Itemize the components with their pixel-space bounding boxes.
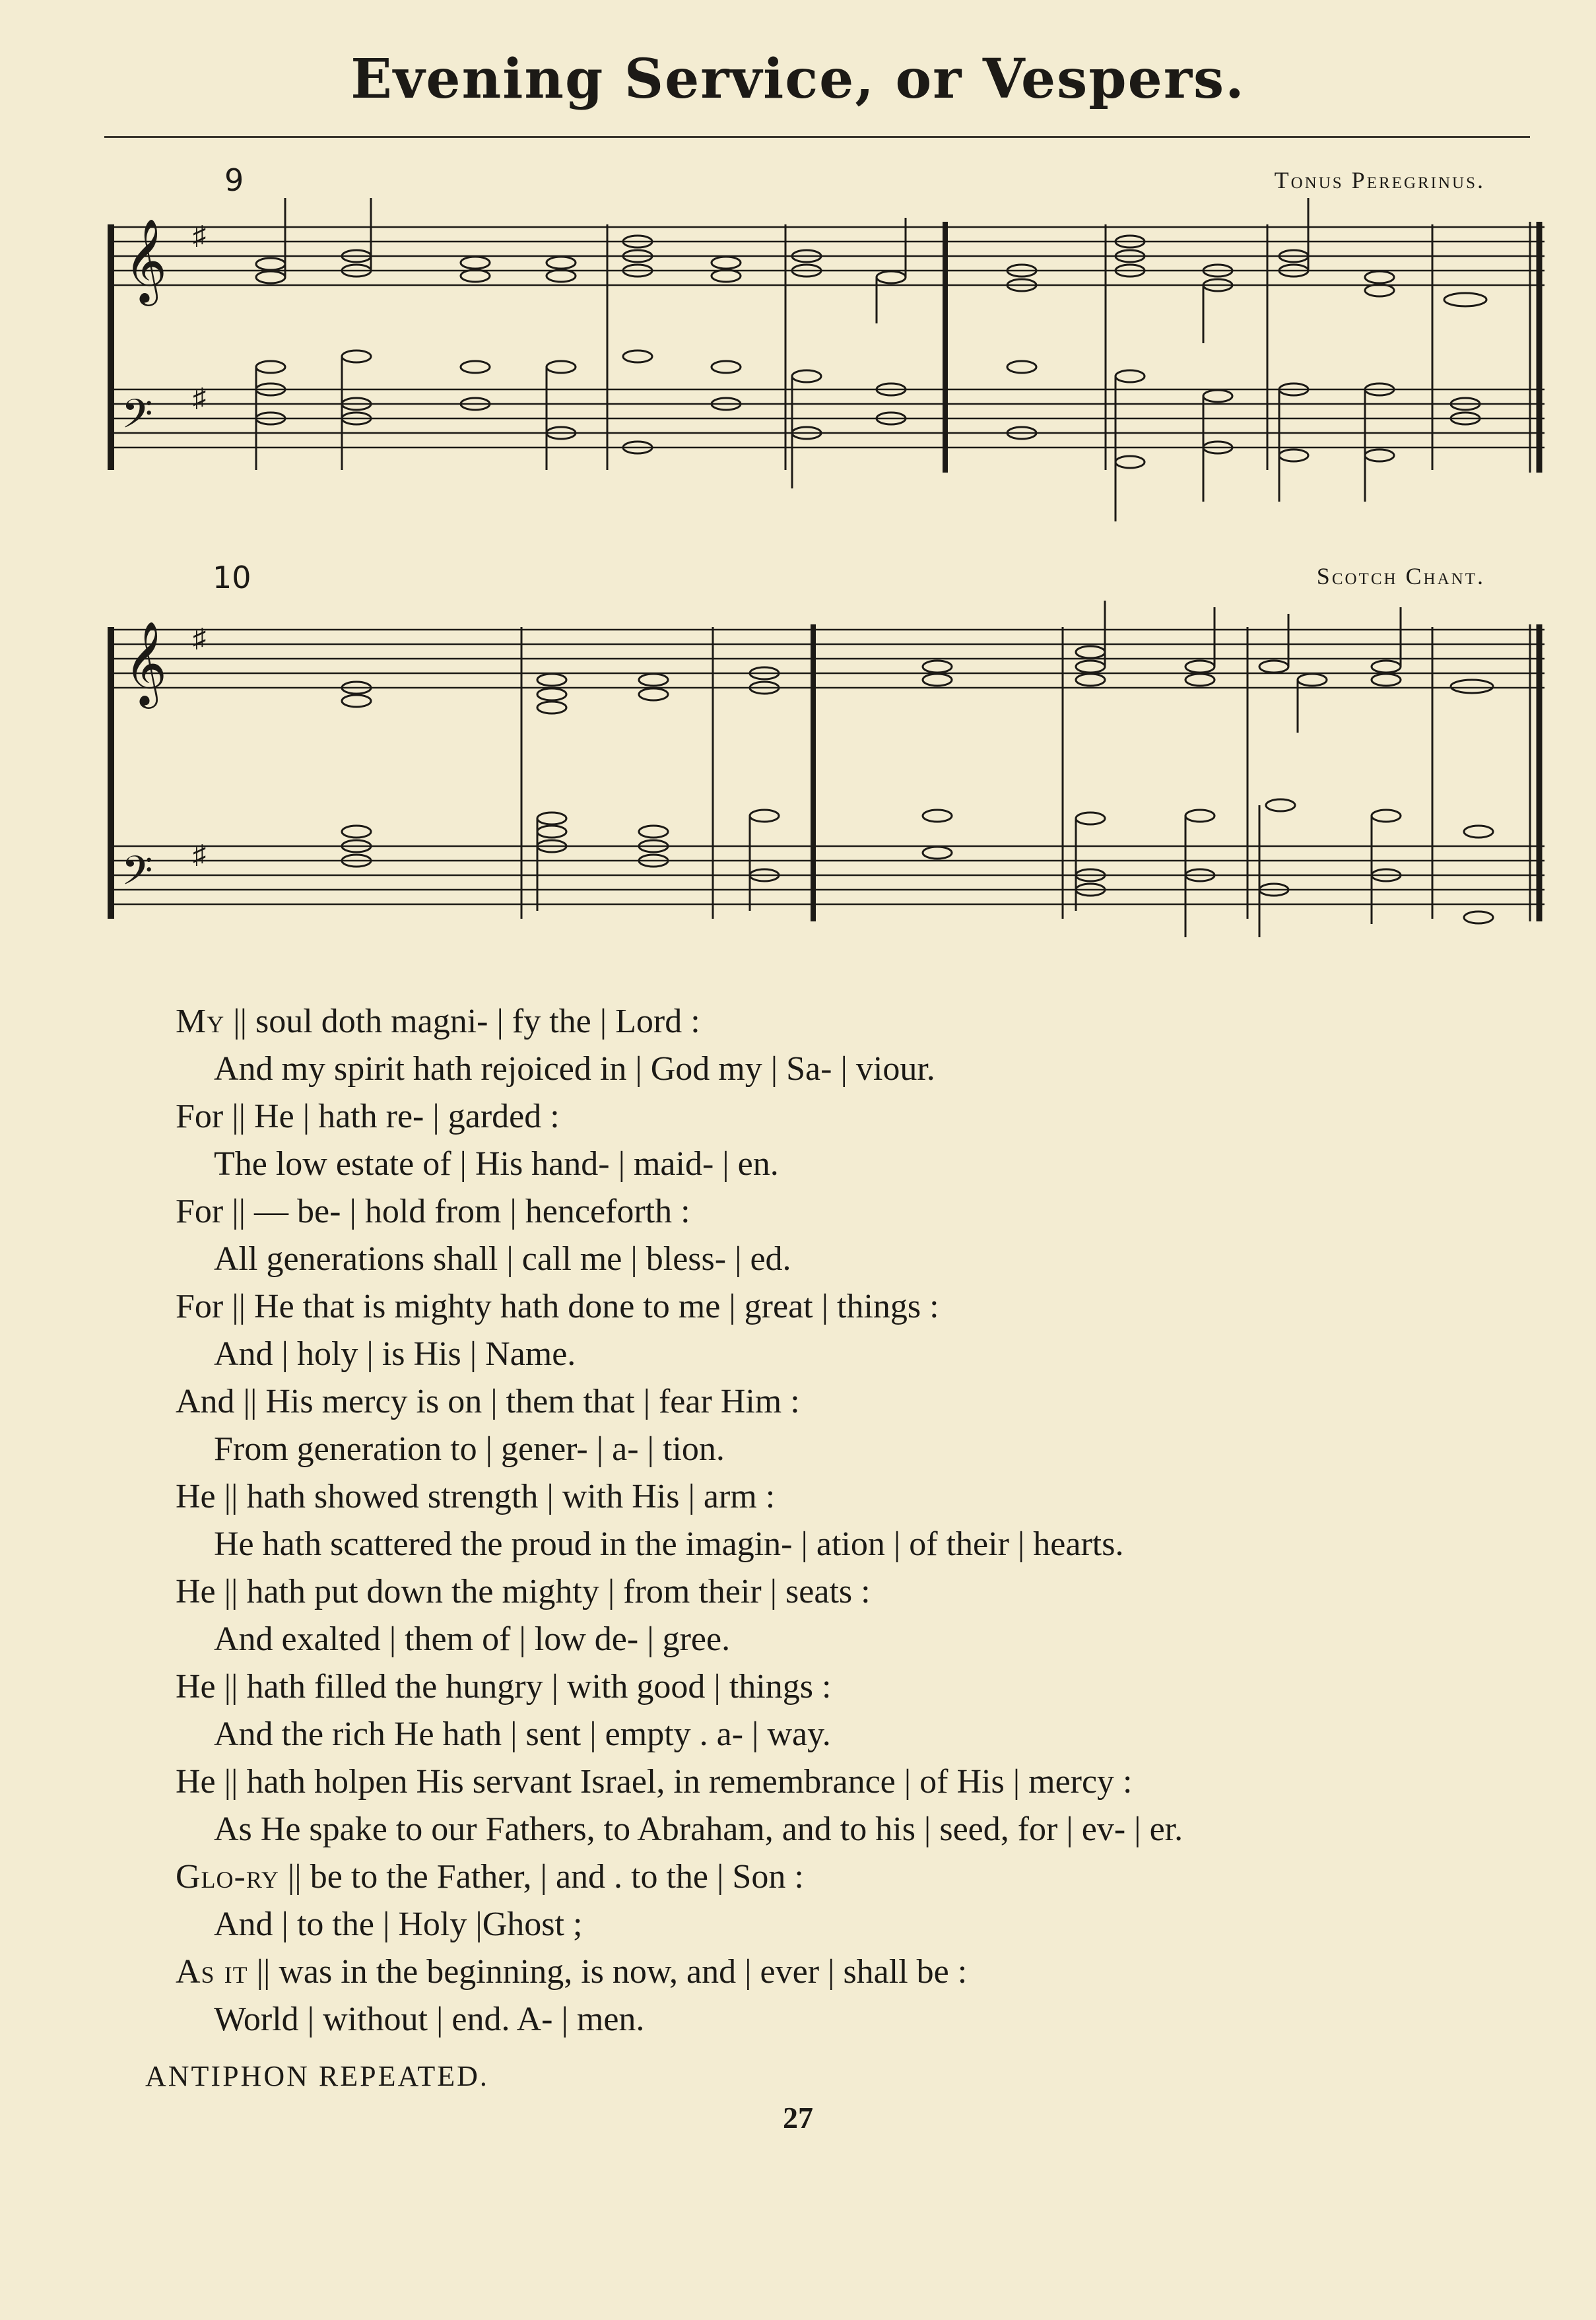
system-chant-9 [111,198,1545,521]
system-chant-10 [111,601,1545,937]
page-title: Evening Service, or Vespers. [350,48,1246,111]
treble-staff-10 [112,630,1545,688]
bass-notes-9 [256,350,1480,468]
psalm-line: For || He | hath re- | garded : [176,1098,560,1135]
psalm-line: The low estate of | His hand- | maid- | en. [214,1145,779,1183]
psalm-line: World | without | end. A- | men. [214,2001,645,2038]
sharp-icon: ♯ [193,623,206,653]
psalm-line: For || He that is mighty hath done to me | great | things : [176,1288,939,1325]
psalm-line: And exalted | them of | low de- | gree. [214,1620,731,1658]
treble-clef-icon: 𝄞 [124,218,168,302]
psalm-line: He || hath put down the mighty | from their | seats : [176,1573,871,1610]
sharp-icon: ♯ [193,840,206,869]
sharp-icon: ♯ [193,383,206,413]
psalm-line: And | holy | is His | Name. [214,1335,576,1373]
psalm-line: Glo-ry || be to the Father, | and . to the | Son : [176,1858,804,1896]
bass-staff-10 [112,846,1545,904]
psalm-line: As it || was in the beginning, is now, and | ever | shall be : [176,1953,968,1991]
psalm-line: And | to the | Holy |Ghost ; [214,1906,583,1943]
bass-staff-9 [112,389,1545,447]
sharp-icon: ♯ [193,220,206,250]
chant-number-10: 10 [213,560,251,595]
chant-name-scotch-chant: Scotch Chant. [1316,563,1485,589]
treble-staff-9 [112,227,1545,285]
psalm-line: And || His mercy is on | them that | fear Him : [176,1383,800,1420]
psalm-line: He || hath holpen His servant Israel, in remembrance | of His | mercy : [176,1763,1133,1801]
treble-clef-icon: 𝄞 [124,620,168,705]
psalm-line: He hath scattered the proud in the imagin- | ation | of their | hearts. [214,1525,1124,1563]
music-score [0,0,1596,964]
psalm-line: He || hath filled the hungry | with good | things : [176,1668,832,1706]
psalm-line: All generations shall | call me | bless- | ed. [214,1240,791,1278]
chant-number-9: 9 [224,162,244,198]
psalm-line: And my spirit hath rejoiced in | God my | Sa- | viour. [214,1050,935,1088]
psalm-line: My || soul doth magni- | fy the | Lord : [176,1003,700,1040]
page-number: 27 [783,2101,813,2135]
psalm-line: He || hath showed strength | with His | arm : [176,1478,776,1515]
magnificat-text [176,998,1562,2043]
bass-clef-icon: 𝄢 [121,391,153,447]
psalm-line: For || — be- | hold from | henceforth : [176,1193,690,1230]
bass-clef-icon: 𝄢 [121,847,153,904]
chant-name-tonus-peregrinus: Tonus Peregrinus. [1274,167,1485,193]
treble-notes-10 [342,646,1493,713]
psalm-line: From generation to | gener- | a- | tion. [214,1430,725,1468]
psalm-line: As He spake to our Fathers, to Abraham, and to his | seed, for | ev- | er. [214,1810,1183,1848]
antiphon-note: ANTIPHON REPEATED. [145,2060,489,2092]
psalm-line: And the rich He hath | sent | empty . a- | way. [214,1715,831,1753]
